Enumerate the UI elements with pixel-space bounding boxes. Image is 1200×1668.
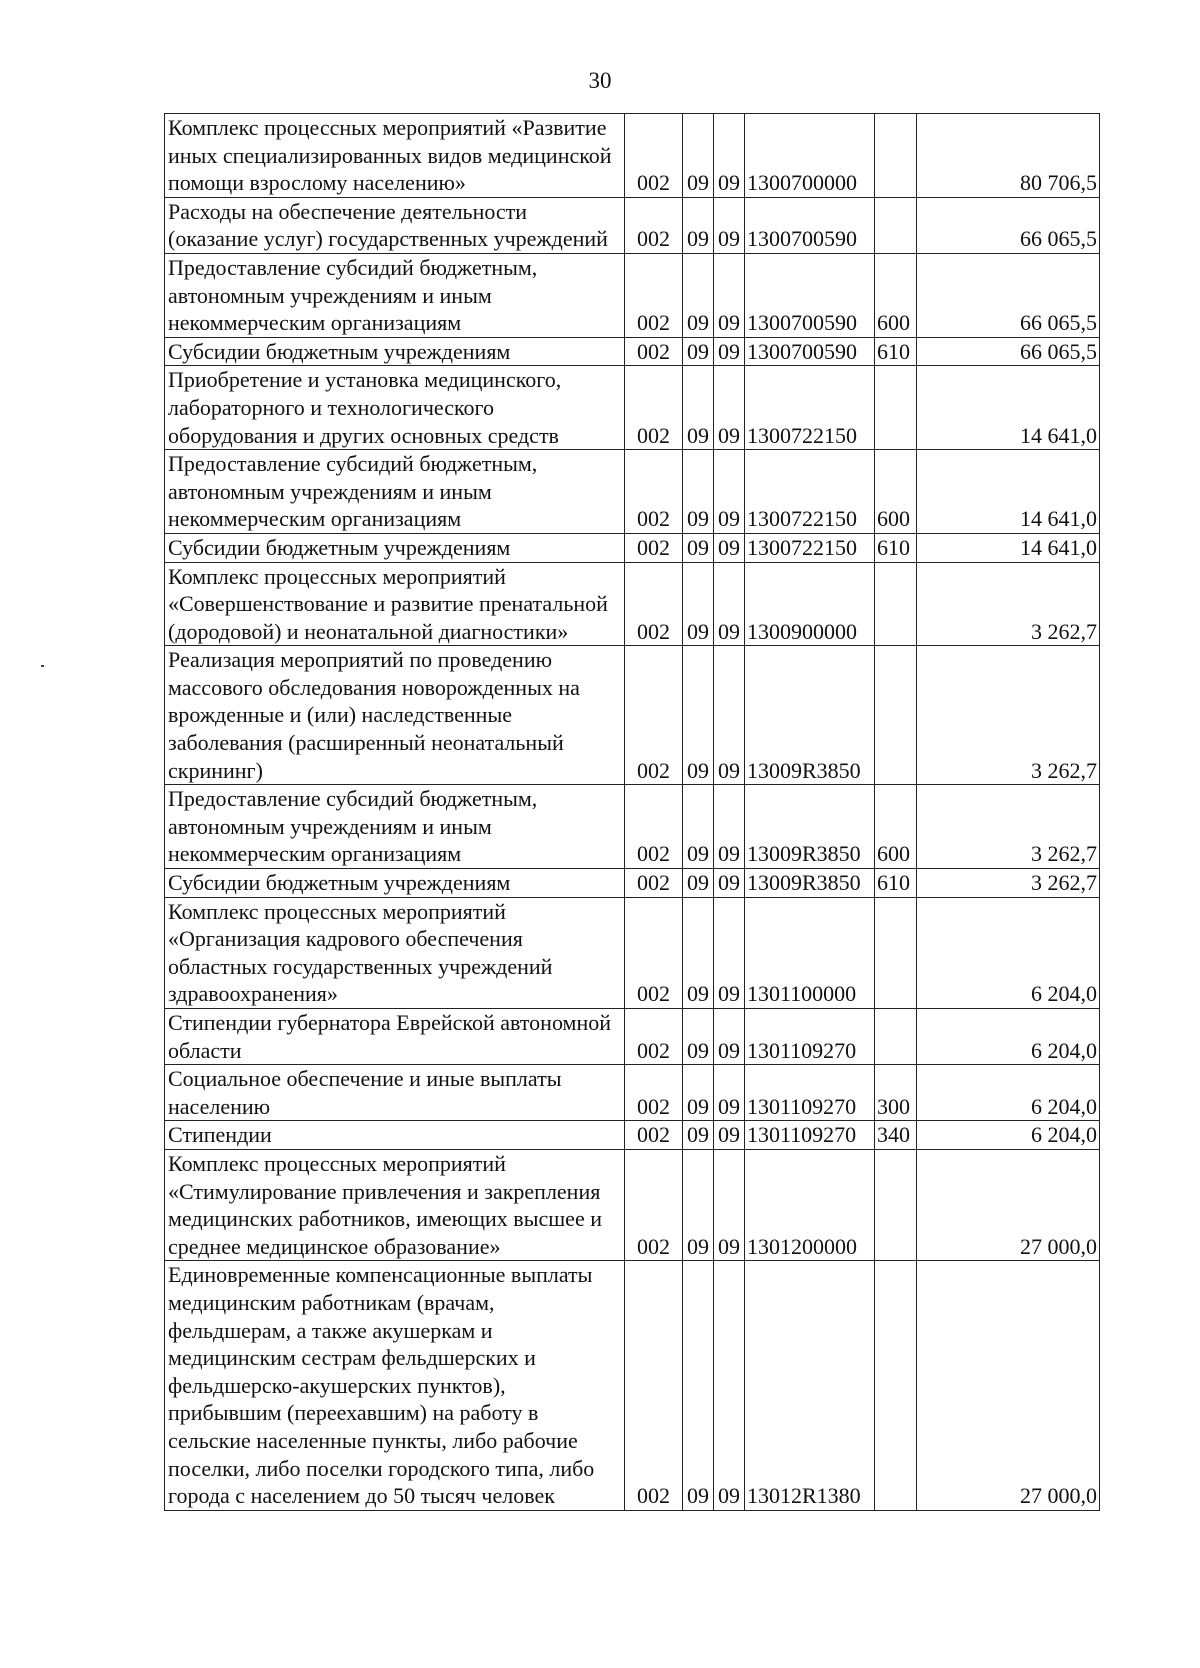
row-section: 09 — [683, 785, 714, 869]
row-subsection: 09 — [714, 114, 745, 198]
row-expense-type: 610 — [875, 337, 917, 366]
row-amount: 3 262,7 — [917, 646, 1100, 785]
row-expense-type — [875, 114, 917, 198]
row-section: 09 — [683, 869, 714, 898]
budget-table — [164, 113, 1100, 1511]
row-expense-type: 610 — [875, 869, 917, 898]
row-grbs: 002 — [625, 253, 683, 337]
table-row — [165, 1121, 1100, 1150]
row-grbs: 002 — [625, 450, 683, 534]
row-section: 09 — [683, 646, 714, 785]
row-expense-type — [875, 1149, 917, 1260]
row-grbs: 002 — [625, 366, 683, 450]
row-target-article: 1300722150 — [745, 366, 875, 450]
row-subsection: 09 — [714, 533, 745, 562]
row-name: Приобретение и установка медицинского, лабораторного и технологического оборудования и других основных средств — [165, 366, 625, 450]
row-target-article: 13009R3850 — [745, 869, 875, 898]
row-grbs: 002 — [625, 533, 683, 562]
row-expense-type: 600 — [875, 253, 917, 337]
table-row — [165, 197, 1100, 253]
row-expense-type — [875, 366, 917, 450]
row-amount: 66 065,5 — [917, 253, 1100, 337]
row-subsection: 09 — [714, 1009, 745, 1065]
row-name: Комплекс процессных мероприятий «Совершенствование и развитие пренатальной (дородовой) и неонатальной диагностики» — [165, 562, 625, 646]
table-row — [165, 562, 1100, 646]
row-section: 09 — [683, 1121, 714, 1150]
row-amount: 3 262,7 — [917, 869, 1100, 898]
table-row — [165, 450, 1100, 534]
row-target-article: 13009R3850 — [745, 646, 875, 785]
row-target-article: 1301100000 — [745, 897, 875, 1008]
row-grbs: 002 — [625, 1065, 683, 1121]
row-target-article: 13012R1380 — [745, 1261, 875, 1510]
row-section: 09 — [683, 366, 714, 450]
row-name: Социальное обеспечение и иные выплаты населению — [165, 1065, 625, 1121]
row-subsection: 09 — [714, 785, 745, 869]
row-section: 09 — [683, 114, 714, 198]
row-amount: 3 262,7 — [917, 562, 1100, 646]
table-row — [165, 1149, 1100, 1260]
row-amount: 6 204,0 — [917, 1121, 1100, 1150]
row-subsection: 09 — [714, 897, 745, 1008]
row-amount: 66 065,5 — [917, 337, 1100, 366]
row-amount: 14 641,0 — [917, 450, 1100, 534]
table-row — [165, 897, 1100, 1008]
row-amount: 6 204,0 — [917, 897, 1100, 1008]
row-expense-type: 610 — [875, 533, 917, 562]
row-section: 09 — [683, 450, 714, 534]
row-section: 09 — [683, 1065, 714, 1121]
row-target-article: 1300700590 — [745, 197, 875, 253]
table-row — [165, 646, 1100, 785]
row-expense-type: 600 — [875, 450, 917, 534]
row-expense-type: 600 — [875, 785, 917, 869]
row-amount: 3 262,7 — [917, 785, 1100, 869]
table-row — [165, 114, 1100, 198]
row-grbs: 002 — [625, 197, 683, 253]
row-section: 09 — [683, 337, 714, 366]
row-name: Предоставление субсидий бюджетным, автономным учреждениям и иным некоммерческим организациям — [165, 785, 625, 869]
row-subsection: 09 — [714, 869, 745, 898]
row-amount: 27 000,0 — [917, 1149, 1100, 1260]
row-grbs: 002 — [625, 785, 683, 869]
row-section: 09 — [683, 1261, 714, 1510]
row-grbs: 002 — [625, 897, 683, 1008]
row-name: Предоставление субсидий бюджетным, автономным учреждениям и иным некоммерческим организациям — [165, 253, 625, 337]
row-grbs: 002 — [625, 869, 683, 898]
row-target-article: 1301109270 — [745, 1065, 875, 1121]
row-name: Стипендии — [165, 1121, 625, 1150]
row-grbs: 002 — [625, 562, 683, 646]
row-subsection: 09 — [714, 1121, 745, 1150]
row-subsection: 09 — [714, 450, 745, 534]
row-section: 09 — [683, 253, 714, 337]
row-grbs: 002 — [625, 114, 683, 198]
row-grbs: 002 — [625, 1149, 683, 1260]
row-target-article: 1300900000 — [745, 562, 875, 646]
row-name: Реализация мероприятий по проведению массового обследования новорожденных на врожденные и (или) наследственные заболевания (расширенный неонатальный скрининг) — [165, 646, 625, 785]
row-grbs: 002 — [625, 337, 683, 366]
row-target-article: 1301109270 — [745, 1009, 875, 1065]
row-section: 09 — [683, 197, 714, 253]
row-amount: 14 641,0 — [917, 366, 1100, 450]
row-name: Субсидии бюджетным учреждениям — [165, 533, 625, 562]
row-amount: 6 204,0 — [917, 1009, 1100, 1065]
row-grbs: 002 — [625, 1261, 683, 1510]
row-expense-type — [875, 1009, 917, 1065]
row-grbs: 002 — [625, 1121, 683, 1150]
row-section: 09 — [683, 533, 714, 562]
table-row — [165, 337, 1100, 366]
row-target-article: 1300722150 — [745, 450, 875, 534]
row-name: Расходы на обеспечение деятельности (оказание услуг) государственных учреждений — [165, 197, 625, 253]
row-amount: 6 204,0 — [917, 1065, 1100, 1121]
row-subsection: 09 — [714, 646, 745, 785]
table-row — [165, 785, 1100, 869]
row-expense-type — [875, 646, 917, 785]
row-subsection: 09 — [714, 1149, 745, 1260]
row-subsection: 09 — [714, 562, 745, 646]
row-name: Единовременные компенсационные выплаты медицинским работникам (врачам, фельдшерам, а также акушеркам и медицинским сестрам фельдшерских и фельдшерско-акушерских пунктов), прибывшим (переехавшим) на работу в сельские населенные пункты, либо рабочие поселки, либо поселки городского типа, либо города с населением до 50 тысяч человек — [165, 1261, 625, 1510]
row-target-article: 1301109270 — [745, 1121, 875, 1150]
row-name: Стипендии губернатора Еврейской автономной области — [165, 1009, 625, 1065]
row-target-article: 1300722150 — [745, 533, 875, 562]
row-subsection: 09 — [714, 337, 745, 366]
table-row — [165, 869, 1100, 898]
row-name: Субсидии бюджетным учреждениям — [165, 869, 625, 898]
row-section: 09 — [683, 1009, 714, 1065]
scan-speck — [41, 665, 44, 667]
row-expense-type — [875, 562, 917, 646]
row-target-article: 13009R3850 — [745, 785, 875, 869]
row-expense-type: 300 — [875, 1065, 917, 1121]
row-amount: 14 641,0 — [917, 533, 1100, 562]
table-row — [165, 1009, 1100, 1065]
row-name: Комплекс процессных мероприятий «Организация кадрового обеспечения областных государственных учреждений здравоохранения» — [165, 897, 625, 1008]
row-subsection: 09 — [714, 253, 745, 337]
row-subsection: 09 — [714, 1065, 745, 1121]
table-row — [165, 1261, 1100, 1510]
row-subsection: 09 — [714, 197, 745, 253]
row-amount: 27 000,0 — [917, 1261, 1100, 1510]
row-target-article: 1301200000 — [745, 1149, 875, 1260]
row-expense-type — [875, 897, 917, 1008]
row-subsection: 09 — [714, 1261, 745, 1510]
row-expense-type — [875, 1261, 917, 1510]
row-section: 09 — [683, 897, 714, 1008]
row-grbs: 002 — [625, 646, 683, 785]
row-grbs: 002 — [625, 1009, 683, 1065]
page-number: 30 — [588, 68, 612, 93]
table-row — [165, 253, 1100, 337]
table-row — [165, 533, 1100, 562]
table-row — [165, 366, 1100, 450]
row-expense-type — [875, 197, 917, 253]
row-section: 09 — [683, 562, 714, 646]
row-amount: 66 065,5 — [917, 197, 1100, 253]
row-name: Предоставление субсидий бюджетным, автономным учреждениям и иным некоммерческим организациям — [165, 450, 625, 534]
row-target-article: 1300700590 — [745, 337, 875, 366]
table-row — [165, 1065, 1100, 1121]
row-name: Субсидии бюджетным учреждениям — [165, 337, 625, 366]
row-name: Комплекс процессных мероприятий «Стимулирование привлечения и закрепления медицинских работников, имеющих высшее и среднее медицинское образование» — [165, 1149, 625, 1260]
row-amount: 80 706,5 — [917, 114, 1100, 198]
row-section: 09 — [683, 1149, 714, 1260]
row-name: Комплекс процессных мероприятий «Развитие иных специализированных видов медицинской помощи взрослому населению» — [165, 114, 625, 198]
row-subsection: 09 — [714, 366, 745, 450]
row-expense-type: 340 — [875, 1121, 917, 1150]
row-target-article: 1300700000 — [745, 114, 875, 198]
row-target-article: 1300700590 — [745, 253, 875, 337]
